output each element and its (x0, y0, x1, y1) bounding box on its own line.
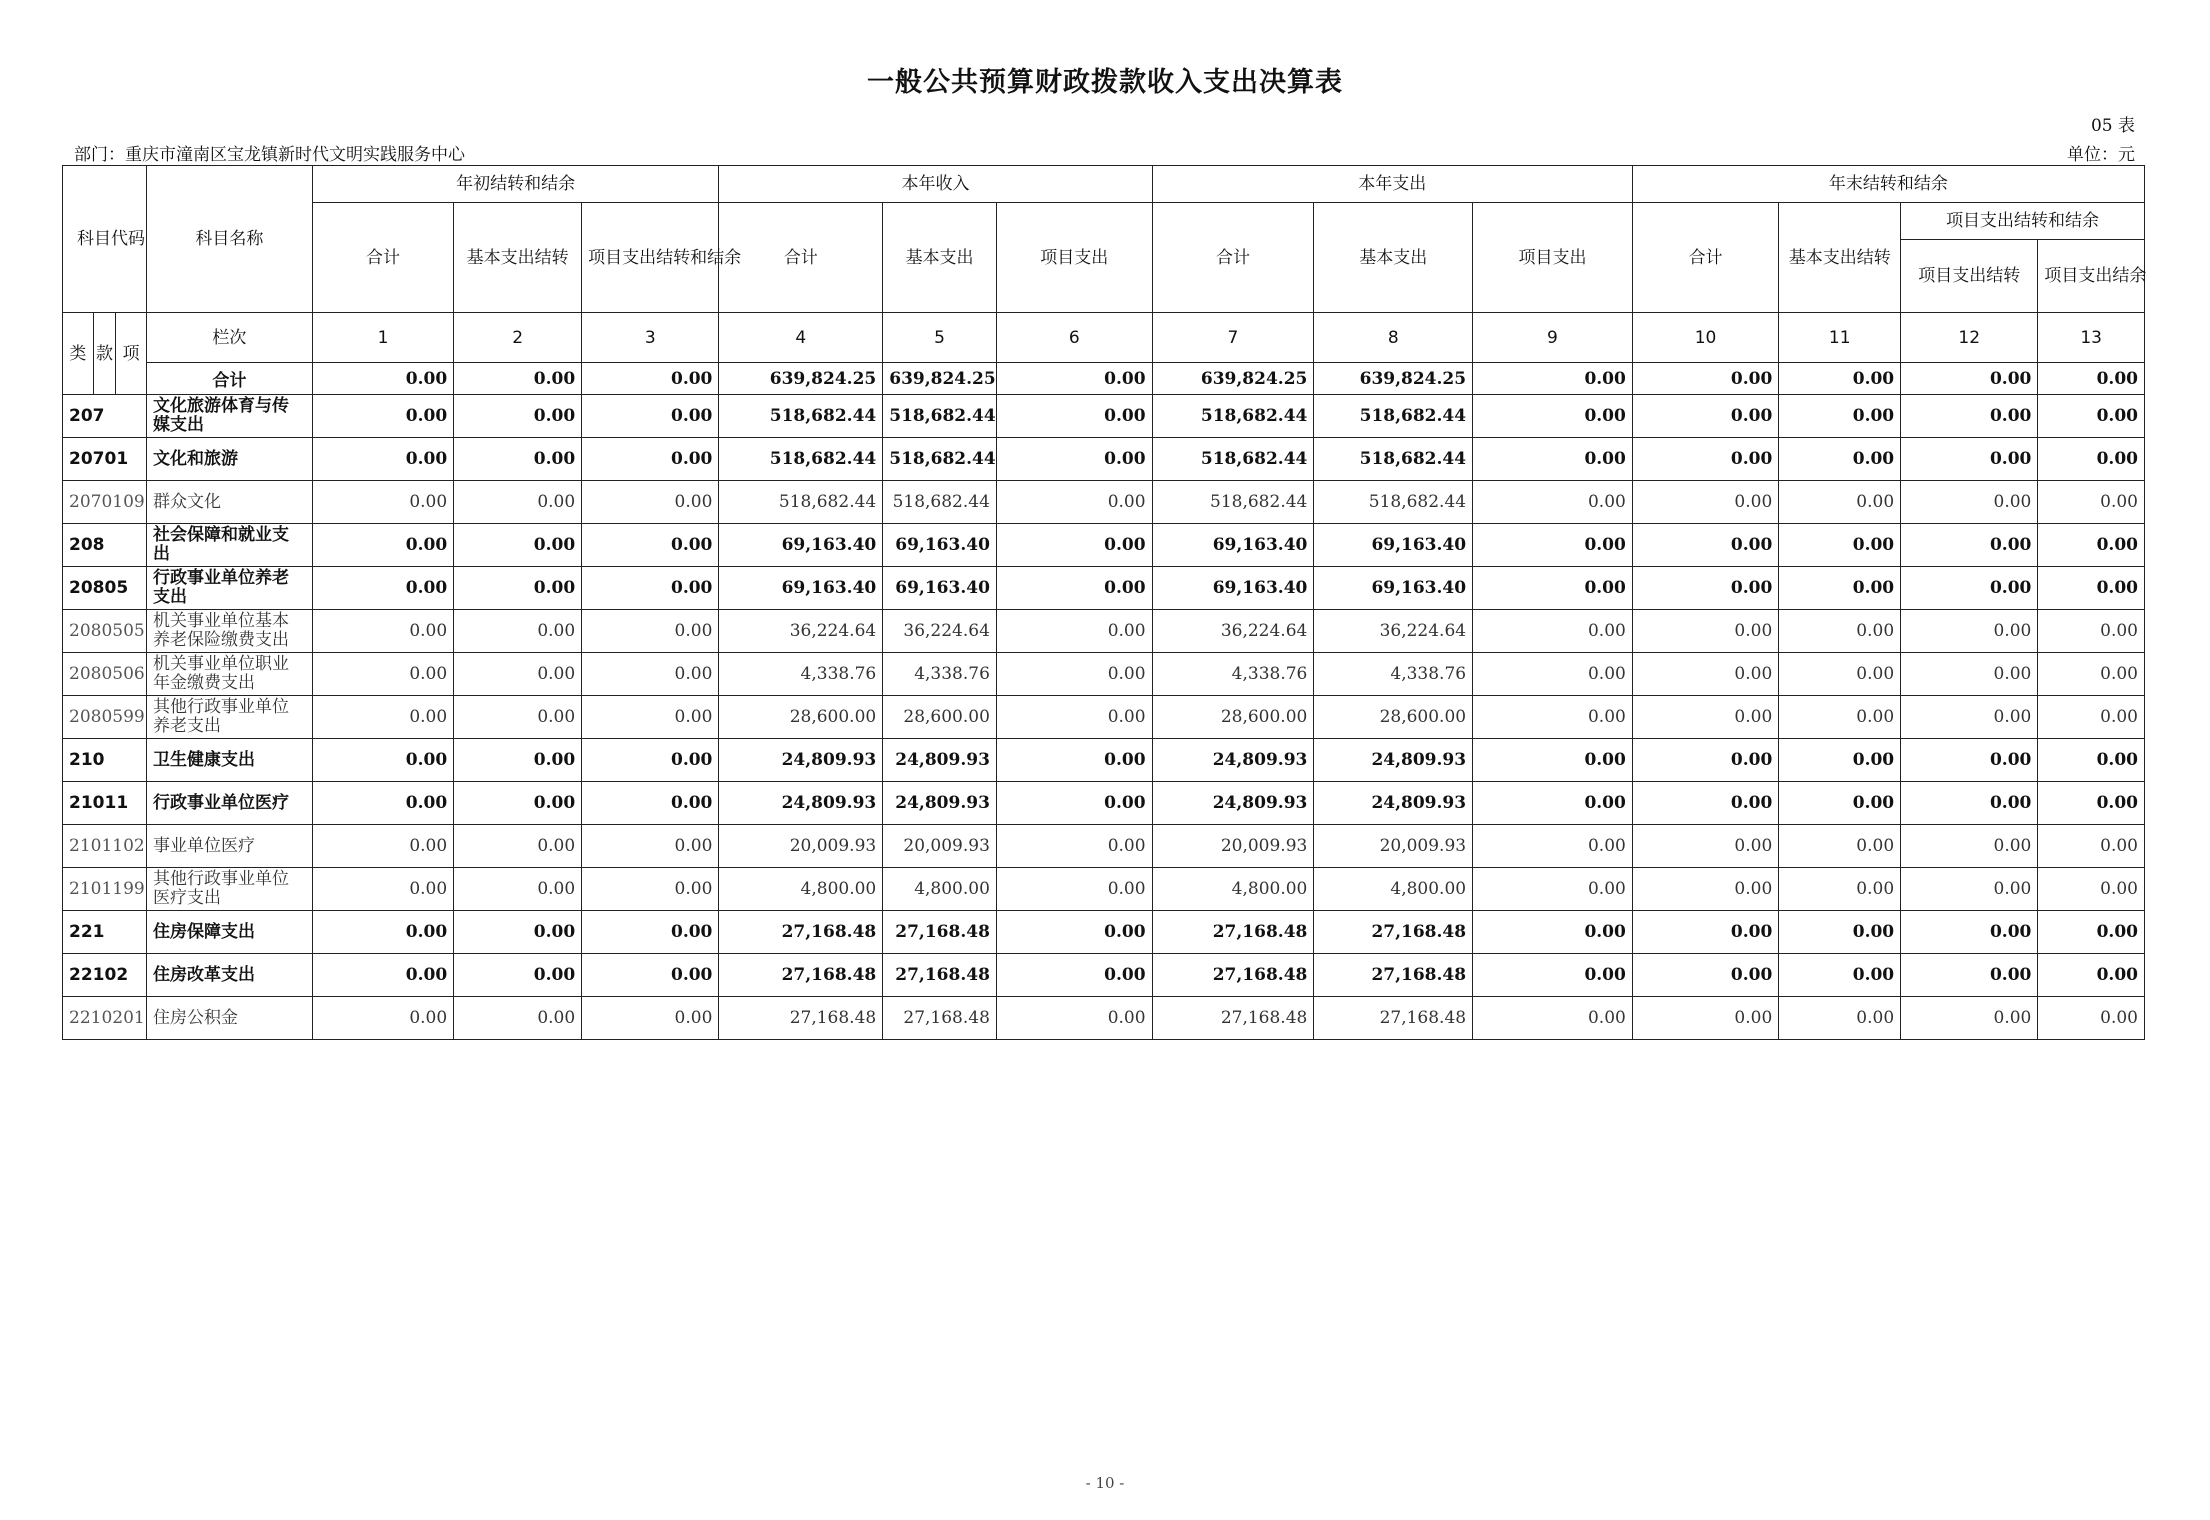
value-cell: 0.00 (1779, 653, 1901, 696)
value-cell: 20,009.93 (1152, 825, 1314, 868)
value-cell: 0.00 (454, 997, 582, 1040)
value-cell: 518,682.44 (883, 395, 997, 438)
value-cell: 28,600.00 (1152, 696, 1314, 739)
value-cell: 0.00 (2038, 911, 2145, 954)
value-cell: 0.00 (582, 653, 719, 696)
subject-name: 文化和旅游 (146, 438, 312, 481)
value-cell: 0.00 (1632, 395, 1778, 438)
value-cell: 0.00 (454, 868, 582, 911)
value-cell: 0.00 (582, 825, 719, 868)
value-cell: 0.00 (1473, 696, 1633, 739)
value-cell: 0.00 (454, 438, 582, 481)
value-cell: 0.00 (1632, 481, 1778, 524)
value-cell: 36,224.64 (883, 610, 997, 653)
value-cell: 0.00 (1901, 524, 2038, 567)
value-cell: 0.00 (1473, 481, 1633, 524)
col-number: 4 (719, 313, 883, 363)
page-number: - 10 - (1085, 1474, 1125, 1492)
value-cell: 0.00 (996, 954, 1152, 997)
value-cell: 518,682.44 (1314, 395, 1473, 438)
value-cell: 0.00 (996, 524, 1152, 567)
value-cell: 69,163.40 (1314, 567, 1473, 610)
col-number: 10 (1632, 313, 1778, 363)
value-cell: 0.00 (582, 911, 719, 954)
value-cell: 0.00 (2038, 954, 2145, 997)
subject-code: 208 (63, 524, 147, 567)
value-cell: 0.00 (312, 610, 453, 653)
subject-name: 其他行政事业单位医疗支出 (146, 868, 312, 911)
subject-name: 住房公积金 (146, 997, 312, 1040)
department-label: 部门：重庆市潼南区宝龙镇新时代文明实践服务中心 (74, 145, 465, 165)
value-cell: 4,338.76 (719, 653, 883, 696)
value-cell: 0.00 (582, 997, 719, 1040)
table-row (63, 997, 2145, 1040)
col-number: 1 (312, 313, 453, 363)
subject-code: 221 (63, 911, 147, 954)
value-cell: 0.00 (1901, 610, 2038, 653)
value-cell: 36,224.64 (1314, 610, 1473, 653)
value-cell: 0.00 (2038, 868, 2145, 911)
value-cell: 518,682.44 (719, 481, 883, 524)
value-cell: 0.00 (1632, 825, 1778, 868)
col-number: 9 (1473, 313, 1633, 363)
value-cell: 0.00 (454, 696, 582, 739)
table-row (63, 911, 2145, 954)
subject-code: 2210201 (63, 997, 147, 1040)
header-subject-code: 科目代码 (63, 166, 147, 313)
value-cell: 0.00 (1779, 610, 1901, 653)
value-cell: 0.00 (1632, 567, 1778, 610)
value-cell: 24,809.93 (883, 739, 997, 782)
table-row (63, 696, 2145, 739)
subject-name: 事业单位医疗 (146, 825, 312, 868)
total-cell: 639,824.25 (1314, 363, 1473, 395)
value-cell: 0.00 (2038, 653, 2145, 696)
table-row (63, 739, 2145, 782)
table-row (63, 653, 2145, 696)
subject-name: 住房改革支出 (146, 954, 312, 997)
value-cell: 36,224.64 (719, 610, 883, 653)
table-row (63, 524, 2145, 567)
subject-code: 20805 (63, 567, 147, 610)
value-cell: 0.00 (1901, 954, 2038, 997)
total-cell: 0.00 (996, 363, 1152, 395)
value-cell: 0.00 (996, 825, 1152, 868)
value-cell: 0.00 (1779, 481, 1901, 524)
value-cell: 0.00 (1632, 653, 1778, 696)
value-cell: 0.00 (312, 911, 453, 954)
value-cell: 0.00 (1779, 438, 1901, 481)
value-cell: 28,600.00 (719, 696, 883, 739)
header-subject-name: 科目名称 (146, 166, 312, 313)
value-cell: 24,809.93 (719, 782, 883, 825)
col-number: 2 (454, 313, 582, 363)
value-cell: 27,168.48 (1152, 997, 1314, 1040)
subject-name: 社会保障和就业支出 (146, 524, 312, 567)
value-cell: 0.00 (1473, 653, 1633, 696)
value-cell: 20,009.93 (719, 825, 883, 868)
value-cell: 0.00 (1473, 954, 1633, 997)
value-cell: 0.00 (312, 868, 453, 911)
page-title: 一般公共预算财政拨款收入支出决算表 (867, 67, 1343, 98)
header-begin-project: 项目支出结转和结余 (582, 203, 719, 313)
value-cell: 20,009.93 (883, 825, 997, 868)
value-cell: 0.00 (1901, 825, 2038, 868)
subject-code: 2101102 (63, 825, 147, 868)
value-cell: 0.00 (1473, 739, 1633, 782)
value-cell: 27,168.48 (1314, 911, 1473, 954)
value-cell: 0.00 (582, 610, 719, 653)
table-row (63, 567, 2145, 610)
value-cell: 0.00 (582, 696, 719, 739)
value-cell: 0.00 (312, 395, 453, 438)
value-cell: 0.00 (996, 696, 1152, 739)
value-cell: 0.00 (312, 997, 453, 1040)
value-cell: 27,168.48 (719, 954, 883, 997)
value-cell: 0.00 (312, 524, 453, 567)
value-cell: 0.00 (1473, 395, 1633, 438)
value-cell: 0.00 (2038, 524, 2145, 567)
header-xiang: 项 (116, 313, 147, 395)
header-begin-total: 合计 (312, 203, 453, 313)
value-cell: 27,168.48 (883, 954, 997, 997)
col-number: 6 (996, 313, 1152, 363)
header-income-project: 项目支出 (996, 203, 1152, 313)
value-cell: 0.00 (1473, 567, 1633, 610)
value-cell: 4,338.76 (883, 653, 997, 696)
value-cell: 0.00 (582, 524, 719, 567)
value-cell: 27,168.48 (883, 911, 997, 954)
header-group-income: 本年收入 (719, 166, 1152, 203)
header-expense-basic: 基本支出 (1314, 203, 1473, 313)
subject-name: 住房保障支出 (146, 911, 312, 954)
value-cell: 0.00 (1632, 696, 1778, 739)
total-cell: 0.00 (1901, 363, 2038, 395)
table-row (63, 868, 2145, 911)
subject-name: 机关事业单位职业年金缴费支出 (146, 653, 312, 696)
value-cell: 0.00 (454, 911, 582, 954)
form-number: 05 表 (2090, 116, 2135, 136)
value-cell: 36,224.64 (1152, 610, 1314, 653)
value-cell: 0.00 (996, 739, 1152, 782)
col-number: 13 (2038, 313, 2145, 363)
value-cell: 24,809.93 (1314, 739, 1473, 782)
col-number: 12 (1901, 313, 2038, 363)
value-cell: 0.00 (312, 481, 453, 524)
total-cell: 639,824.25 (1152, 363, 1314, 395)
value-cell: 69,163.40 (883, 524, 997, 567)
value-cell: 0.00 (2038, 395, 2145, 438)
total-cell: 0.00 (312, 363, 453, 395)
value-cell: 0.00 (2038, 438, 2145, 481)
value-cell: 0.00 (582, 567, 719, 610)
value-cell: 0.00 (1632, 911, 1778, 954)
value-cell: 0.00 (996, 997, 1152, 1040)
value-cell: 0.00 (312, 739, 453, 782)
subject-code: 210 (63, 739, 147, 782)
total-cell: 0.00 (1632, 363, 1778, 395)
header-group-expense: 本年支出 (1152, 166, 1632, 203)
value-cell: 0.00 (1779, 696, 1901, 739)
table-row (63, 825, 2145, 868)
subject-code: 2080505 (63, 610, 147, 653)
value-cell: 0.00 (1632, 739, 1778, 782)
value-cell: 0.00 (312, 567, 453, 610)
value-cell: 0.00 (1779, 825, 1901, 868)
value-cell: 0.00 (1779, 997, 1901, 1040)
total-cell: 0.00 (454, 363, 582, 395)
value-cell: 0.00 (1901, 997, 2038, 1040)
value-cell: 69,163.40 (1314, 524, 1473, 567)
value-cell: 518,682.44 (1152, 395, 1314, 438)
value-cell: 0.00 (2038, 782, 2145, 825)
subject-name: 其他行政事业单位养老支出 (146, 696, 312, 739)
table-row (63, 481, 2145, 524)
value-cell: 0.00 (454, 653, 582, 696)
value-cell: 4,800.00 (1314, 868, 1473, 911)
value-cell: 28,600.00 (1314, 696, 1473, 739)
value-cell: 20,009.93 (1314, 825, 1473, 868)
budget-table (62, 165, 2145, 1040)
value-cell: 0.00 (454, 610, 582, 653)
value-cell: 0.00 (2038, 567, 2145, 610)
total-cell: 0.00 (2038, 363, 2145, 395)
value-cell: 0.00 (996, 868, 1152, 911)
subject-name: 行政事业单位养老支出 (146, 567, 312, 610)
value-cell: 0.00 (454, 481, 582, 524)
value-cell: 0.00 (1901, 911, 2038, 954)
value-cell: 0.00 (1901, 438, 2038, 481)
value-cell: 0.00 (1779, 395, 1901, 438)
value-cell: 518,682.44 (1314, 481, 1473, 524)
header-group-begin: 年初结转和结余 (312, 166, 719, 203)
value-cell: 24,809.93 (719, 739, 883, 782)
value-cell: 0.00 (582, 782, 719, 825)
value-cell: 4,800.00 (883, 868, 997, 911)
value-cell: 0.00 (996, 911, 1152, 954)
value-cell: 0.00 (454, 524, 582, 567)
value-cell: 0.00 (582, 438, 719, 481)
total-label: 合计 (146, 363, 312, 395)
value-cell: 27,168.48 (1152, 911, 1314, 954)
value-cell: 4,800.00 (1152, 868, 1314, 911)
value-cell: 0.00 (1473, 825, 1633, 868)
value-cell: 0.00 (454, 567, 582, 610)
value-cell: 0.00 (2038, 739, 2145, 782)
value-cell: 0.00 (2038, 825, 2145, 868)
value-cell: 0.00 (996, 653, 1152, 696)
value-cell: 0.00 (1473, 997, 1633, 1040)
subject-code: 207 (63, 395, 147, 438)
col-number: 7 (1152, 313, 1314, 363)
value-cell: 0.00 (1901, 782, 2038, 825)
table-row (63, 610, 2145, 653)
subject-code: 2080506 (63, 653, 147, 696)
header-expense-project: 项目支出 (1473, 203, 1633, 313)
value-cell: 0.00 (1632, 610, 1778, 653)
col-number: 8 (1314, 313, 1473, 363)
value-cell: 0.00 (1632, 438, 1778, 481)
table-row-total (63, 363, 2145, 395)
value-cell: 24,809.93 (1152, 739, 1314, 782)
header-lei: 类 (63, 313, 94, 395)
value-cell: 27,168.48 (1314, 954, 1473, 997)
value-cell: 69,163.40 (1152, 524, 1314, 567)
header-group-end: 年末结转和结余 (1632, 166, 2144, 203)
subject-code: 20701 (63, 438, 147, 481)
value-cell: 0.00 (1473, 911, 1633, 954)
table-row (63, 438, 2145, 481)
value-cell: 0.00 (1901, 567, 2038, 610)
table-row (63, 395, 2145, 438)
value-cell: 518,682.44 (1152, 481, 1314, 524)
value-cell: 0.00 (582, 739, 719, 782)
value-cell: 0.00 (2038, 610, 2145, 653)
header-end-project-carry: 项目支出结转 (1901, 240, 2038, 313)
value-cell: 0.00 (1779, 782, 1901, 825)
value-cell: 0.00 (996, 782, 1152, 825)
value-cell: 4,338.76 (1152, 653, 1314, 696)
value-cell: 0.00 (1901, 395, 2038, 438)
value-cell: 69,163.40 (719, 567, 883, 610)
subject-code: 2080599 (63, 696, 147, 739)
value-cell: 0.00 (2038, 481, 2145, 524)
value-cell: 69,163.40 (1152, 567, 1314, 610)
header-income-basic: 基本支出 (883, 203, 997, 313)
value-cell: 518,682.44 (719, 395, 883, 438)
value-cell: 24,809.93 (883, 782, 997, 825)
value-cell: 518,682.44 (1152, 438, 1314, 481)
value-cell: 0.00 (1901, 868, 2038, 911)
value-cell: 518,682.44 (883, 481, 997, 524)
value-cell: 518,682.44 (1314, 438, 1473, 481)
value-cell: 27,168.48 (883, 997, 997, 1040)
value-cell: 0.00 (1901, 653, 2038, 696)
value-cell: 0.00 (582, 868, 719, 911)
value-cell: 0.00 (1632, 524, 1778, 567)
subject-name: 群众文化 (146, 481, 312, 524)
value-cell: 0.00 (1779, 739, 1901, 782)
header-end-basic: 基本支出结转 (1779, 203, 1901, 313)
value-cell: 0.00 (1779, 868, 1901, 911)
value-cell: 518,682.44 (719, 438, 883, 481)
subject-code: 21011 (63, 782, 147, 825)
value-cell: 0.00 (1473, 610, 1633, 653)
subject-code: 2101199 (63, 868, 147, 911)
total-cell: 0.00 (1473, 363, 1633, 395)
total-cell: 639,824.25 (883, 363, 997, 395)
value-cell: 0.00 (582, 954, 719, 997)
value-cell: 27,168.48 (719, 997, 883, 1040)
total-cell: 0.00 (1779, 363, 1901, 395)
value-cell: 0.00 (996, 610, 1152, 653)
value-cell: 0.00 (996, 567, 1152, 610)
total-cell: 0.00 (582, 363, 719, 395)
unit-label: 单位：元 (2067, 145, 2135, 165)
value-cell: 0.00 (312, 438, 453, 481)
value-cell: 0.00 (454, 954, 582, 997)
value-cell: 0.00 (1901, 696, 2038, 739)
subject-name: 卫生健康支出 (146, 739, 312, 782)
value-cell: 69,163.40 (719, 524, 883, 567)
table-row (63, 954, 2145, 997)
value-cell: 0.00 (1632, 954, 1778, 997)
value-cell: 0.00 (312, 782, 453, 825)
value-cell: 0.00 (582, 481, 719, 524)
value-cell: 0.00 (454, 782, 582, 825)
value-cell: 0.00 (1901, 739, 2038, 782)
value-cell: 0.00 (1901, 481, 2038, 524)
col-number: 3 (582, 313, 719, 363)
value-cell: 0.00 (454, 739, 582, 782)
value-cell: 0.00 (1779, 954, 1901, 997)
value-cell: 0.00 (1779, 524, 1901, 567)
value-cell: 4,338.76 (1314, 653, 1473, 696)
value-cell: 28,600.00 (883, 696, 997, 739)
header-income-total: 合计 (719, 203, 883, 313)
value-cell: 0.00 (1632, 997, 1778, 1040)
header-end-project-group: 项目支出结转和结余 (1901, 203, 2145, 240)
value-cell: 0.00 (312, 954, 453, 997)
value-cell: 0.00 (1473, 782, 1633, 825)
header-end-project-surplus: 项目支出结余 (2038, 240, 2145, 313)
value-cell: 24,809.93 (1314, 782, 1473, 825)
header-begin-basic: 基本支出结转 (454, 203, 582, 313)
value-cell: 24,809.93 (1152, 782, 1314, 825)
value-cell: 0.00 (1779, 567, 1901, 610)
subject-code: 2070109 (63, 481, 147, 524)
value-cell: 0.00 (312, 653, 453, 696)
value-cell: 0.00 (996, 438, 1152, 481)
value-cell: 0.00 (1632, 782, 1778, 825)
value-cell: 0.00 (1473, 438, 1633, 481)
value-cell: 69,163.40 (883, 567, 997, 610)
value-cell: 27,168.48 (1152, 954, 1314, 997)
value-cell: 0.00 (2038, 696, 2145, 739)
value-cell: 0.00 (582, 395, 719, 438)
header-kuan: 款 (93, 313, 116, 395)
col-number: 11 (1779, 313, 1901, 363)
subject-code: 22102 (63, 954, 147, 997)
header-expense-total: 合计 (1152, 203, 1314, 313)
total-cell: 639,824.25 (719, 363, 883, 395)
value-cell: 0.00 (312, 825, 453, 868)
header-lanci: 栏次 (146, 313, 312, 363)
subject-name: 行政事业单位医疗 (146, 782, 312, 825)
value-cell: 518,682.44 (883, 438, 997, 481)
value-cell: 4,800.00 (719, 868, 883, 911)
subject-name: 文化旅游体育与传媒支出 (146, 395, 312, 438)
value-cell: 27,168.48 (719, 911, 883, 954)
value-cell: 0.00 (2038, 997, 2145, 1040)
value-cell: 0.00 (1473, 524, 1633, 567)
value-cell: 27,168.48 (1314, 997, 1473, 1040)
value-cell: 0.00 (996, 481, 1152, 524)
col-number: 5 (883, 313, 997, 363)
value-cell: 0.00 (1779, 911, 1901, 954)
value-cell: 0.00 (996, 395, 1152, 438)
value-cell: 0.00 (1473, 868, 1633, 911)
value-cell: 0.00 (1632, 868, 1778, 911)
header-end-total: 合计 (1632, 203, 1778, 313)
table-row (63, 782, 2145, 825)
subject-name: 机关事业单位基本养老保险缴费支出 (146, 610, 312, 653)
value-cell: 0.00 (312, 696, 453, 739)
value-cell: 0.00 (454, 395, 582, 438)
value-cell: 0.00 (454, 825, 582, 868)
